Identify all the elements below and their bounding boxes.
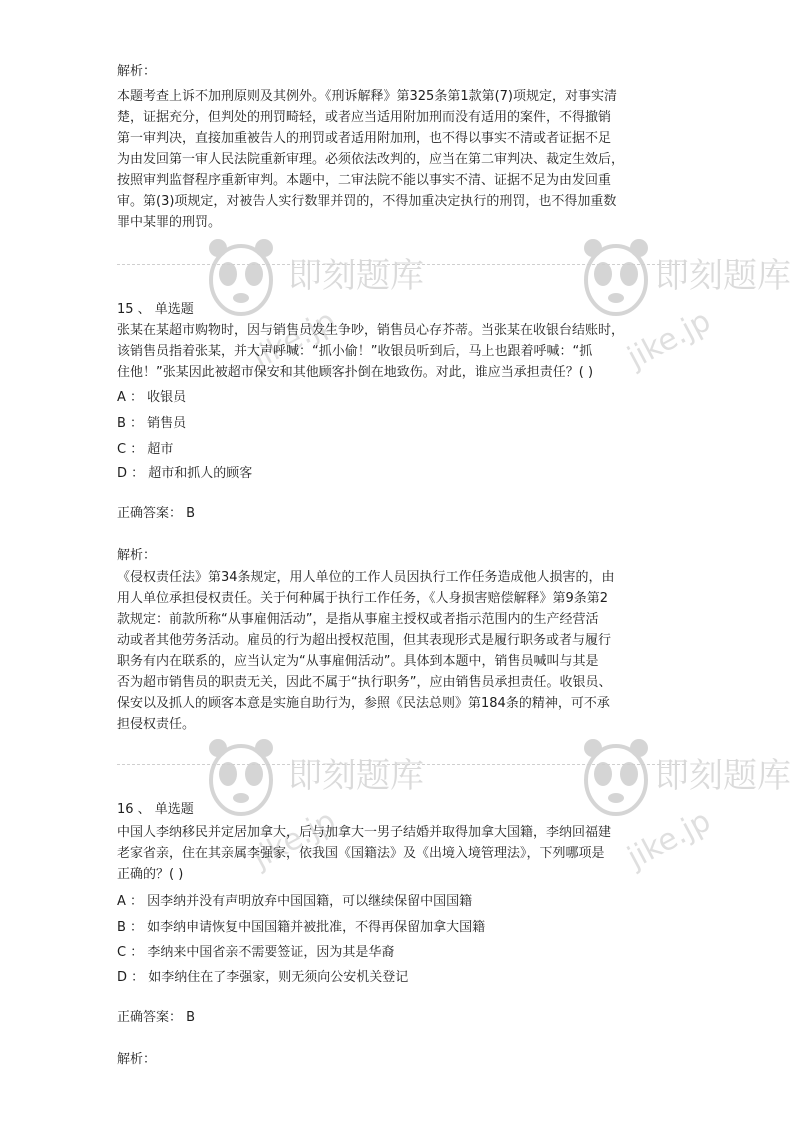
watermark-url: jike.jp [621,803,717,876]
analysis-line: 用人单位承担侵权责任。关于何种属于执行工作任务，《人身损害赔偿解释》第9条第2 [117,591,609,606]
option-d[interactable]: D ： 超市和抓人的顾客 [117,466,253,481]
analysis-line: 职务有内在联系的，应当认定为“从事雇佣活动”。具体到本题中，销售员喊叫与其是 [117,654,599,669]
watermark-url: jike.jp [621,303,717,376]
analysis-text [117,567,685,735]
analysis-label: 解析： [117,64,157,79]
stem-line: 张某在某超市购物时，因与销售员发生争吵，销售员心存芥蒂。当张某在收银台结账时， [117,323,625,338]
option-c[interactable]: C ： 李纳来中国省亲不需要签证，因为其是华裔 [117,945,395,960]
stem-line: 正确的？( ) [117,867,184,882]
question-stem [117,320,685,383]
analysis-line: 楚，证据充分，但判处的刑罚畸轻，或者应当适用附加刑而没有适用的案件，不得撤销 [117,110,612,125]
section-divider [117,264,685,265]
option-a[interactable]: A ： 因李纳并没有声明放弃中国国籍，可以继续保留中国国籍 [117,894,473,909]
section-divider [117,764,685,765]
watermark-text: 即刻题库 [655,756,791,796]
analysis-line: 否为超市销售员的职责无关，因此不属于“执行职务”，应由销售员承担责任。收银员、 [117,675,612,690]
option-c[interactable]: C ： 超市 [117,442,174,457]
watermark-url: jike.jp [246,803,342,876]
watermark-text: 即刻题库 [288,756,424,796]
analysis-line: 罪中某罪的刑罚。 [117,215,222,230]
analysis-text [117,86,685,233]
analysis-label: 解析： [117,1052,157,1067]
question-stem [117,822,685,885]
stem-line: 中国人李纳移民并定居加拿大，后与加拿大一男子结婚并取得加拿大国籍，李纳回福建 [117,825,612,840]
analysis-line: 第一审判决，直接加重被告人的刑罚或者适用附加刑，也不得以事实不清或者证据不足 [117,131,612,146]
watermark-text: 即刻题库 [655,256,791,296]
option-b[interactable]: B ： 销售员 [117,416,187,431]
stem-line: 住他！”张某因此被超市保安和其他顾客扑倒在地致伤。对此，谁应当承担责任？( ) [117,365,594,380]
watermark-url: jike.jp [246,303,342,376]
analysis-line: 保安以及抓人的顾客本意是实施自助行为，参照《民法总则》第184条的精神，可不承 [117,696,610,711]
correct-answer: 正确答案： B [117,506,196,521]
analysis-line: 审。第(3)项规定，对被告人实行数罪并罚的，不得加重决定执行的刑罚，也不得加重数 [117,194,617,209]
analysis-line: 担侵权责任。 [117,717,196,732]
stem-line: 该销售员指着张某，并大声呼喊：“抓小偷！”收银员听到后，马上也跟着呼喊：“抓 [117,344,593,359]
analysis-line: 动或者其他劳务活动。雇员的行为超出授权范围，但其表现形式是履行职务或者与履行 [117,633,612,648]
option-b[interactable]: B ： 如李纳申请恢复中国国籍并被批准，不得再保留加拿大国籍 [117,920,486,935]
analysis-line: 按照审判监督程序重新审判。本题中，二审法院不能以事实不清、证据不足为由发回重 [117,173,612,188]
stem-line: 老家省亲，住在其亲属李强家，依我国《国籍法》及《出境入境管理法》，下列哪项是 [117,846,605,861]
analysis-line: 为由发回第一审人民法院重新审理。必须依法改判的，应当在第二审判决、裁定生效后， [117,152,625,167]
option-d[interactable]: D ： 如李纳住在了李强家，则无须向公安机关登记 [117,970,409,985]
analysis-line: 本题考查上诉不加刑原则及其例外。《刑诉解释》第325条第1款第(7)项规定，对事实清 [117,89,617,104]
analysis-label: 解析： [117,548,157,563]
analysis-line: 《侵权责任法》第34条规定，用人单位的工作人员因执行工作任务造成他人损害的，由 [117,570,615,585]
option-a[interactable]: A ： 收银员 [117,390,187,405]
question-header: 15 、 单选题 [117,302,194,317]
watermark-text: 即刻题库 [288,256,424,296]
correct-answer: 正确答案： B [117,1010,196,1025]
analysis-line: 款规定：前款所称“从事雇佣活动”，是指从事雇主授权或者指示范围内的生产经营活 [117,612,599,627]
question-header: 16 、 单选题 [117,802,194,817]
